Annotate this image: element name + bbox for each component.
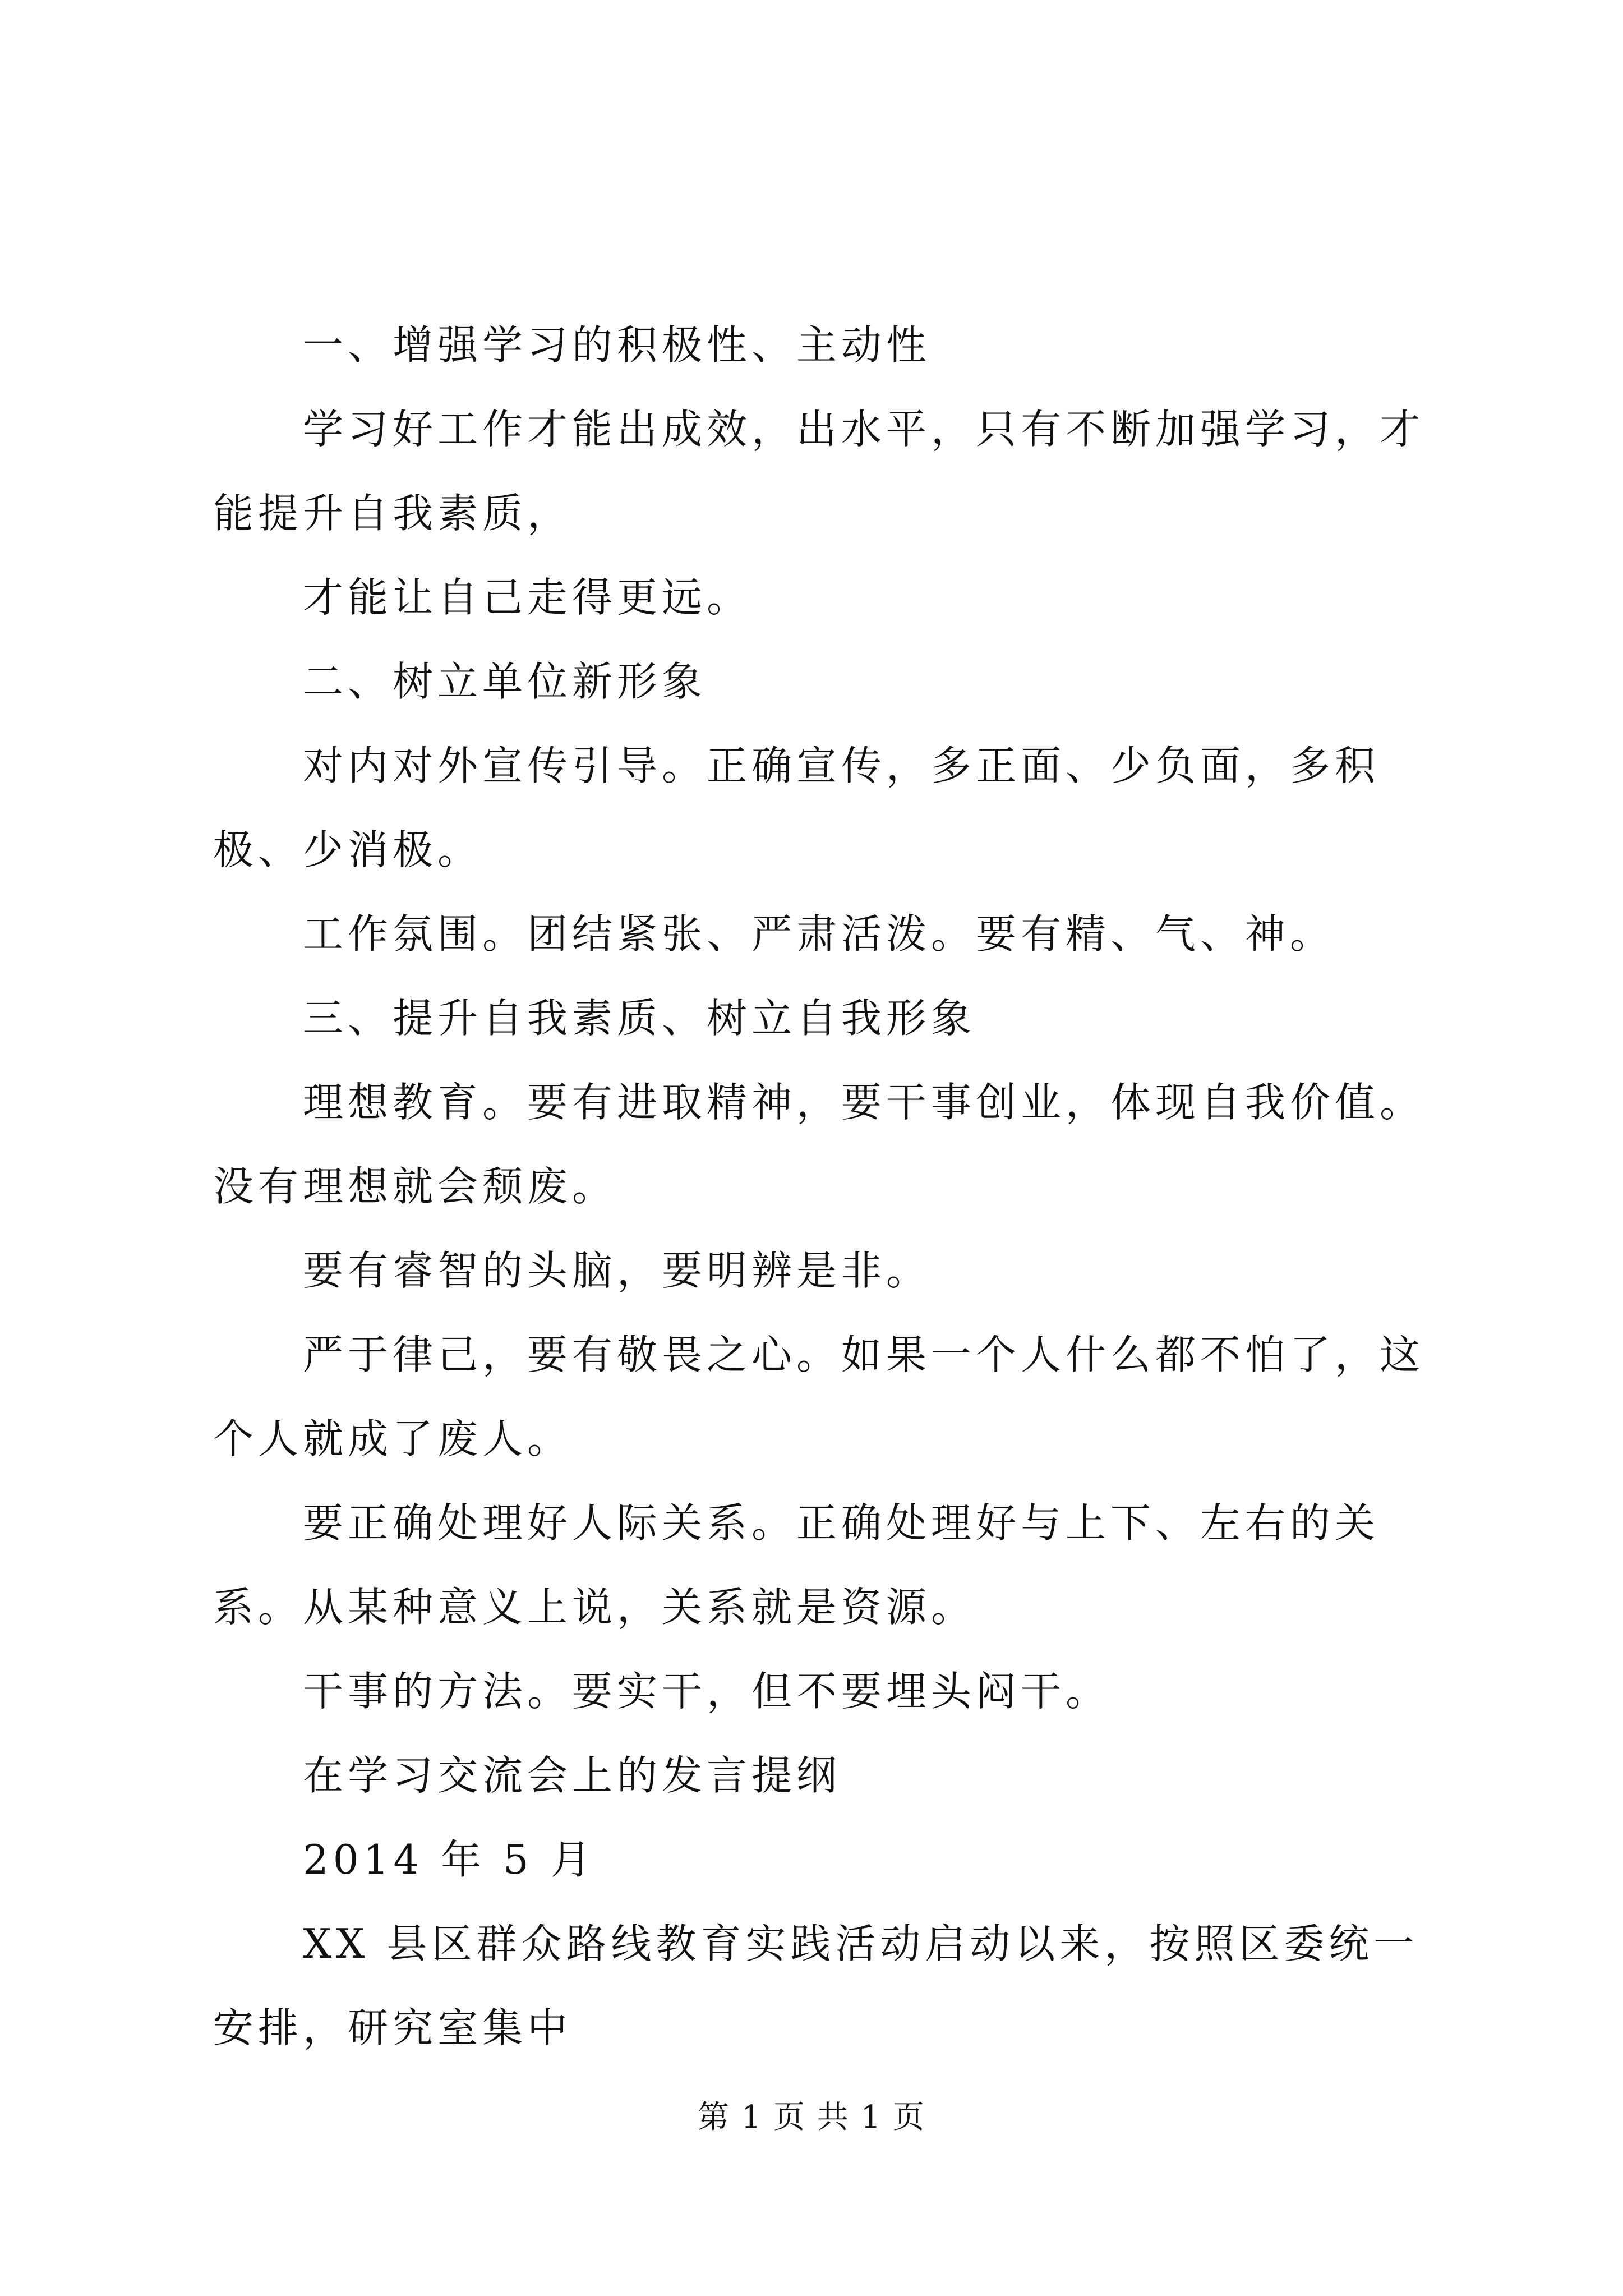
- document-date: 2014 年 5 月: [303, 1836, 596, 1883]
- paragraph: 理想教育。要有进取精神，要干事创业，体现自我价值。没有理想就会颓废。: [213, 1079, 1425, 1210]
- paragraph: 要正确处理好人际关系。正确处理好与上下、左右的关系。从某种意义上说，关系就是资源。: [213, 1499, 1380, 1631]
- paragraph: 对内对外宣传引导。正确宣传，多正面、少负面，多积极、少消极。: [213, 742, 1380, 873]
- section-heading-3: 三、提升自我素质、树立自我形象: [303, 995, 976, 1042]
- document-body: [213, 303, 1430, 2070]
- section-heading-1: 一、增强学习的积极性、主动性: [303, 321, 932, 369]
- page-footer: 第 1 页 共 1 页: [697, 2099, 926, 2136]
- paragraph: 才能让自己走得更远。: [303, 574, 752, 621]
- paragraph: 严于律己，要有敬畏之心。如果一个人什么都不怕了，这个人就成了废人。: [213, 1331, 1425, 1462]
- paragraph: XX 县区群众路线教育实践活动启动以来，按照区委统一安排，研究室集中: [213, 1920, 1419, 2051]
- paragraph: 干事的方法。要实干，但不要埋头闷干。: [303, 1668, 1111, 1715]
- paragraph: 学习好工作才能出成效，出水平，只有不断加强学习，才能提升自我素质，: [213, 406, 1425, 537]
- paragraph: 工作氛围。团结紧张、严肃活泼。要有精、气、神。: [303, 910, 1335, 958]
- section-heading-2: 二、树立单位新形象: [303, 658, 707, 705]
- document-subtitle: 在学习交流会上的发言提纲: [303, 1752, 842, 1799]
- paragraph: 要有睿智的头脑，要明辨是非。: [303, 1247, 932, 1294]
